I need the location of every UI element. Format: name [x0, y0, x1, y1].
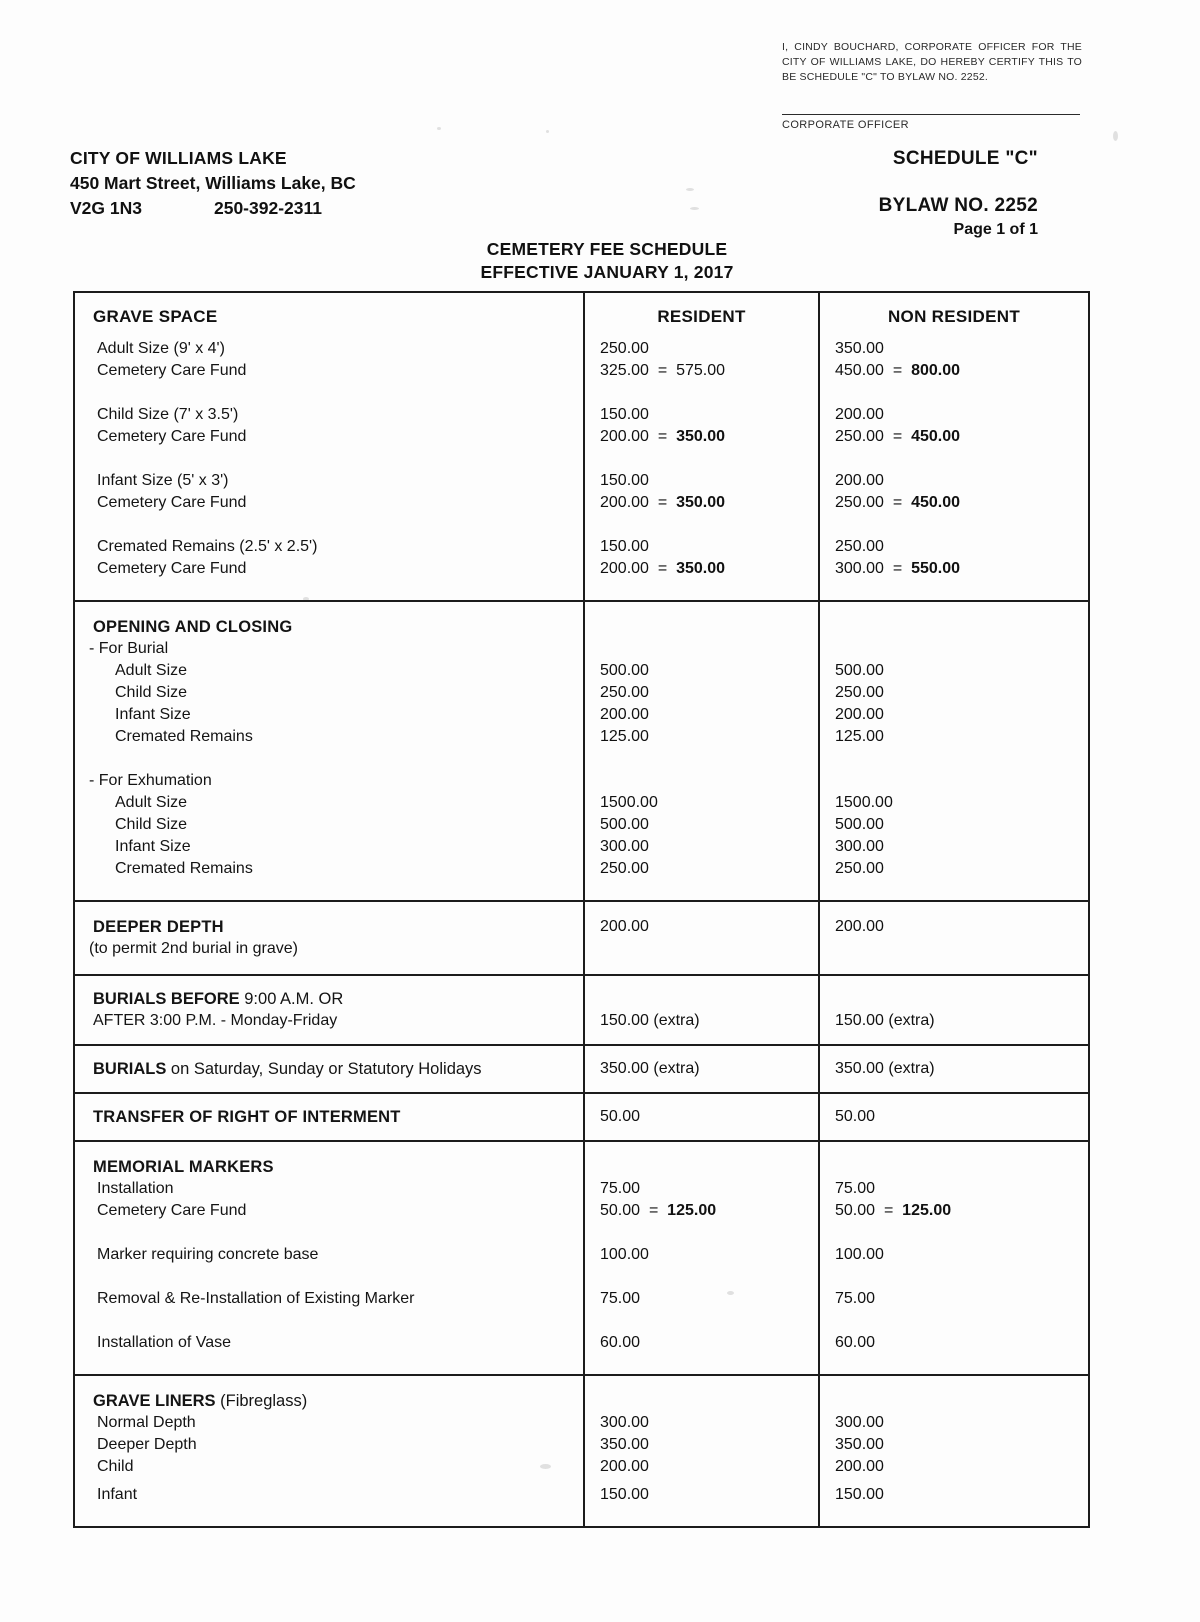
section-heading — [75, 1058, 583, 1080]
value: 350.00 (extra) — [835, 1060, 935, 1077]
memorial-markers-labels — [75, 1142, 585, 1374]
memorial-markers-non-resident — [820, 1142, 1088, 1374]
opening-closing-non-resident — [820, 602, 1088, 900]
value-group — [820, 338, 1088, 580]
value: 250.00 — [835, 494, 884, 511]
section-opening-and-closing — [75, 602, 1088, 902]
grave-space-labels — [75, 293, 585, 600]
section-deeper-depth — [75, 902, 1088, 976]
spacer — [835, 1156, 1088, 1178]
spacer — [835, 638, 1088, 660]
value: 200.00 — [600, 1458, 649, 1475]
spacer — [600, 1222, 818, 1244]
memorial-markers-resident — [585, 1142, 820, 1374]
value: 350.00 (extra) — [600, 1060, 700, 1077]
grave-liners-resident — [585, 1376, 820, 1526]
signature-rule — [782, 114, 1080, 115]
spacer — [835, 616, 1088, 638]
value: 150.00 — [600, 538, 649, 555]
value: 500.00 — [600, 816, 649, 833]
row-label: Child — [97, 1458, 134, 1475]
value-group — [585, 1390, 818, 1506]
group-label: - For Exhumation — [89, 772, 212, 789]
value: 250.00 — [600, 340, 649, 357]
spacer — [75, 448, 583, 470]
value: 300.00 — [835, 560, 884, 577]
value-group — [820, 916, 1088, 938]
spacer — [600, 616, 818, 638]
spacer — [600, 1390, 818, 1412]
spacer — [835, 988, 1088, 1010]
spacer — [75, 1222, 583, 1244]
scan-speck — [686, 188, 694, 191]
page-number: Page 1 of 1 — [953, 221, 1038, 238]
spacer — [585, 327, 818, 338]
equals-sign: = — [657, 362, 668, 379]
spacer — [600, 382, 818, 404]
spacer — [835, 1310, 1088, 1332]
spacer — [835, 748, 1088, 770]
equals-sign: = — [892, 560, 903, 577]
spacer — [600, 770, 818, 792]
row-label: Marker requiring concrete base — [97, 1246, 319, 1263]
value: 300.00 — [600, 1414, 649, 1431]
value-total: 450.00 — [911, 494, 960, 511]
value-sum — [835, 426, 1088, 448]
value: 50.00 — [835, 1108, 876, 1125]
section-heading-line2: AFTER 3:00 P.M. - Monday-Friday — [93, 1012, 338, 1029]
heading-rest: 9:00 A.M. OR — [239, 990, 344, 1008]
equals-sign: = — [657, 428, 668, 445]
row-label: Child Size — [115, 816, 188, 833]
value-group — [820, 1106, 1088, 1128]
value: 450.00 — [835, 362, 884, 379]
group-label: - For Burial — [89, 640, 169, 657]
row-label: Adult Size — [115, 794, 188, 811]
spacer — [75, 748, 583, 770]
section-heading: OPENING AND CLOSING — [93, 618, 293, 636]
value-total: 350.00 — [676, 560, 725, 577]
value: 200.00 — [600, 706, 649, 723]
spacer — [75, 1310, 583, 1332]
value-total: 350.00 — [676, 494, 725, 511]
value: 125.00 — [835, 728, 884, 745]
section-memorial-markers — [75, 1142, 1088, 1376]
burials-weekend-labels — [75, 1046, 585, 1092]
value: 200.00 — [835, 918, 884, 935]
value-group — [585, 1058, 818, 1080]
value: 250.00 — [835, 428, 884, 445]
equals-sign: = — [648, 1202, 659, 1219]
row-label: Child Size — [115, 684, 188, 701]
section-transfer-of-right — [75, 1094, 1088, 1142]
value: 200.00 — [835, 1458, 884, 1475]
spacer — [75, 382, 583, 404]
value-sum — [835, 360, 1088, 382]
section-heading: MEMORIAL MARKERS — [93, 1158, 274, 1176]
value-group — [820, 1156, 1088, 1354]
section-heading — [75, 988, 583, 1010]
signature-label: CORPORATE OFFICER — [782, 118, 909, 131]
value: 1500.00 — [600, 794, 658, 811]
spacer — [600, 748, 818, 770]
value: 250.00 — [835, 538, 884, 555]
row-label: Removal & Re-Installation of Existing Marker — [97, 1290, 415, 1307]
spacer — [835, 382, 1088, 404]
scan-speck — [690, 207, 699, 210]
scan-speck — [546, 130, 549, 133]
grave-space-resident — [585, 293, 820, 600]
value: 325.00 — [600, 362, 649, 379]
row-label: Adult Size (9' x 4') — [97, 340, 225, 357]
column-header-grave-space: GRAVE SPACE — [93, 307, 218, 326]
value: 300.00 — [835, 838, 884, 855]
spacer — [75, 327, 583, 338]
grave-liners-labels — [75, 1376, 585, 1526]
value-sum — [600, 558, 818, 580]
value: 200.00 — [600, 918, 649, 935]
value: 250.00 — [600, 684, 649, 701]
spacer — [600, 1266, 818, 1288]
transfer-labels — [75, 1094, 585, 1140]
value: 125.00 — [600, 728, 649, 745]
transfer-resident — [585, 1094, 820, 1140]
row-label: Cemetery Care Fund — [97, 494, 247, 511]
value: 250.00 — [835, 860, 884, 877]
spacer — [75, 514, 583, 536]
heading-rest: on Saturday, Sunday or Statutory Holidays — [166, 1060, 482, 1078]
value: 300.00 — [835, 1414, 884, 1431]
spacer — [835, 770, 1088, 792]
row-label: Child Size (7' x 3.5') — [97, 406, 239, 423]
value-sum — [600, 1200, 818, 1222]
spacer — [820, 327, 1088, 338]
value-total: 800.00 — [911, 362, 960, 379]
section-burials-weekend — [75, 1046, 1088, 1094]
value-total: 550.00 — [911, 560, 960, 577]
cemetery-fee-table — [73, 291, 1090, 1528]
document-title — [0, 238, 1200, 285]
deeper-depth-non-resident — [820, 902, 1088, 974]
opening-closing-resident — [585, 602, 820, 900]
row-label: Infant — [97, 1486, 138, 1503]
value-group — [820, 1058, 1088, 1080]
value-group — [585, 988, 818, 1032]
value-group — [585, 916, 818, 938]
burials-hours-labels — [75, 976, 585, 1044]
letterhead — [70, 146, 356, 221]
certification-text: I, CINDY BOUCHARD, CORPORATE OFFICER FOR THE CITY OF WILLIAMS LAKE, DO HEREBY CERTIFY THIS TO BE SCHEDULE "C" TO BYLAW NO. 2252. — [782, 41, 1082, 84]
scan-speck — [1113, 131, 1118, 141]
value-group — [585, 338, 818, 580]
value: 75.00 — [835, 1180, 876, 1197]
row-label: Installation of Vase — [97, 1334, 232, 1351]
value-sum — [835, 1200, 1088, 1222]
value: 350.00 — [835, 1436, 884, 1453]
value: 350.00 — [600, 1436, 649, 1453]
heading-bold: GRAVE LINERS — [93, 1392, 216, 1410]
spacer — [835, 1222, 1088, 1244]
section-burials-hours — [75, 976, 1088, 1046]
grave-space-non-resident — [820, 293, 1088, 600]
value: 200.00 — [835, 706, 884, 723]
row-label: Cemetery Care Fund — [97, 362, 247, 379]
equals-sign: = — [892, 428, 903, 445]
section-heading: TRANSFER OF RIGHT OF INTERMENT — [93, 1108, 401, 1126]
value-group — [585, 1156, 818, 1354]
equals-sign: = — [657, 494, 668, 511]
value-sum — [835, 492, 1088, 514]
burials-hours-non-resident — [820, 976, 1088, 1044]
row-label: Normal Depth — [97, 1414, 196, 1431]
section-note: (to permit 2nd burial in grave) — [89, 940, 298, 957]
value: 200.00 — [600, 428, 649, 445]
row-label: Installation — [97, 1180, 174, 1197]
value: 50.00 — [600, 1202, 641, 1219]
value: 150.00 (extra) — [600, 1012, 700, 1029]
value-group — [585, 1106, 818, 1128]
schedule-title: SCHEDULE "C" — [892, 148, 1038, 169]
value: 75.00 — [835, 1290, 876, 1307]
value: 150.00 (extra) — [835, 1012, 935, 1029]
document-title-line2: EFFECTIVE JANUARY 1, 2017 — [480, 262, 734, 283]
value-total: 125.00 — [902, 1202, 952, 1219]
value: 60.00 — [600, 1334, 641, 1351]
value: 50.00 — [835, 1202, 876, 1219]
grave-liners-non-resident — [820, 1376, 1088, 1526]
row-label: Infant Size (5' x 3') — [97, 472, 229, 489]
city-postal-phone — [70, 196, 356, 221]
value: 200.00 — [600, 494, 649, 511]
value: 100.00 — [835, 1246, 884, 1263]
spacer — [600, 988, 818, 1010]
value: 150.00 — [835, 1486, 884, 1503]
equals-sign: = — [892, 362, 903, 379]
spacer — [600, 1310, 818, 1332]
burials-weekend-non-resident — [820, 1046, 1088, 1092]
spacer — [835, 1266, 1088, 1288]
heading-bold: BURIALS BEFORE — [93, 990, 240, 1008]
document-title-line1: CEMETERY FEE SCHEDULE — [486, 239, 728, 259]
deeper-depth-resident — [585, 902, 820, 974]
certification-block — [782, 40, 1082, 131]
section-heading: DEEPER DEPTH — [93, 918, 224, 936]
burials-weekend-resident — [585, 1046, 820, 1092]
value: 200.00 — [835, 472, 884, 489]
section-heading — [75, 1390, 583, 1412]
row-label: Cremated Remains — [115, 728, 253, 745]
value: 350.00 — [835, 340, 884, 357]
row-label: Infant Size — [115, 838, 191, 855]
value: 50.00 — [600, 1108, 641, 1125]
spacer — [600, 514, 818, 536]
value-total: 350.00 — [676, 428, 725, 445]
row-label: Cremated Remains (2.5' x 2.5') — [97, 538, 318, 555]
value: 150.00 — [600, 406, 649, 423]
section-grave-space — [75, 293, 1088, 602]
value-sum — [600, 360, 818, 382]
equals-sign: = — [883, 1202, 894, 1219]
phone-number: 250-392-2311 — [213, 198, 323, 219]
value-total: 125.00 — [667, 1202, 717, 1219]
value: 250.00 — [600, 860, 649, 877]
equals-sign: = — [657, 560, 668, 577]
row-label: Infant Size — [115, 706, 191, 723]
postal-code: V2G 1N3 — [70, 198, 142, 219]
value-group — [820, 988, 1088, 1032]
deeper-depth-labels — [75, 902, 585, 974]
transfer-non-resident — [820, 1094, 1088, 1140]
value: 60.00 — [835, 1334, 876, 1351]
spacer — [835, 514, 1088, 536]
value: 300.00 — [600, 838, 649, 855]
spacer — [835, 448, 1088, 470]
value: 75.00 — [600, 1290, 641, 1307]
bylaw-number: BYLAW NO. 2252 — [878, 195, 1038, 216]
value: 150.00 — [600, 472, 649, 489]
spacer — [835, 1390, 1088, 1412]
heading-bold: BURIALS — [93, 1060, 167, 1078]
spacer — [600, 1156, 818, 1178]
city-address: 450 Mart Street, Williams Lake, BC — [70, 173, 356, 194]
row-label: Adult Size — [115, 662, 188, 679]
value-group — [820, 1390, 1088, 1506]
value: 500.00 — [600, 662, 649, 679]
value: 500.00 — [835, 662, 884, 679]
heading-rest: (Fibreglass) — [215, 1392, 308, 1410]
row-label: Cemetery Care Fund — [97, 428, 247, 445]
spacer — [75, 1266, 583, 1288]
value: 200.00 — [835, 406, 884, 423]
burials-hours-resident — [585, 976, 820, 1044]
spacer — [600, 638, 818, 660]
value: 1500.00 — [835, 794, 893, 811]
value-sum — [600, 492, 818, 514]
equals-sign: = — [892, 494, 903, 511]
value: 100.00 — [600, 1246, 649, 1263]
value-total: 575.00 — [676, 362, 725, 379]
row-label: Cemetery Care Fund — [97, 1202, 247, 1219]
column-header-non-resident: NON RESIDENT — [887, 307, 1021, 326]
column-header-resident: RESIDENT — [657, 307, 746, 326]
value-sum — [835, 558, 1088, 580]
section-grave-liners — [75, 1376, 1088, 1526]
value: 150.00 — [600, 1486, 649, 1503]
value-group — [585, 616, 818, 880]
value: 75.00 — [600, 1180, 641, 1197]
row-label: Cremated Remains — [115, 860, 253, 877]
value-total: 450.00 — [911, 428, 960, 445]
value: 250.00 — [835, 684, 884, 701]
value: 200.00 — [600, 560, 649, 577]
value: 500.00 — [835, 816, 884, 833]
value-group — [820, 616, 1088, 880]
row-label: Deeper Depth — [97, 1436, 197, 1453]
city-name: CITY OF WILLIAMS LAKE — [70, 148, 287, 168]
row-label: Cemetery Care Fund — [97, 560, 247, 577]
value-sum — [600, 426, 818, 448]
spacer — [600, 448, 818, 470]
opening-closing-labels — [75, 602, 585, 900]
scan-speck — [437, 127, 441, 130]
